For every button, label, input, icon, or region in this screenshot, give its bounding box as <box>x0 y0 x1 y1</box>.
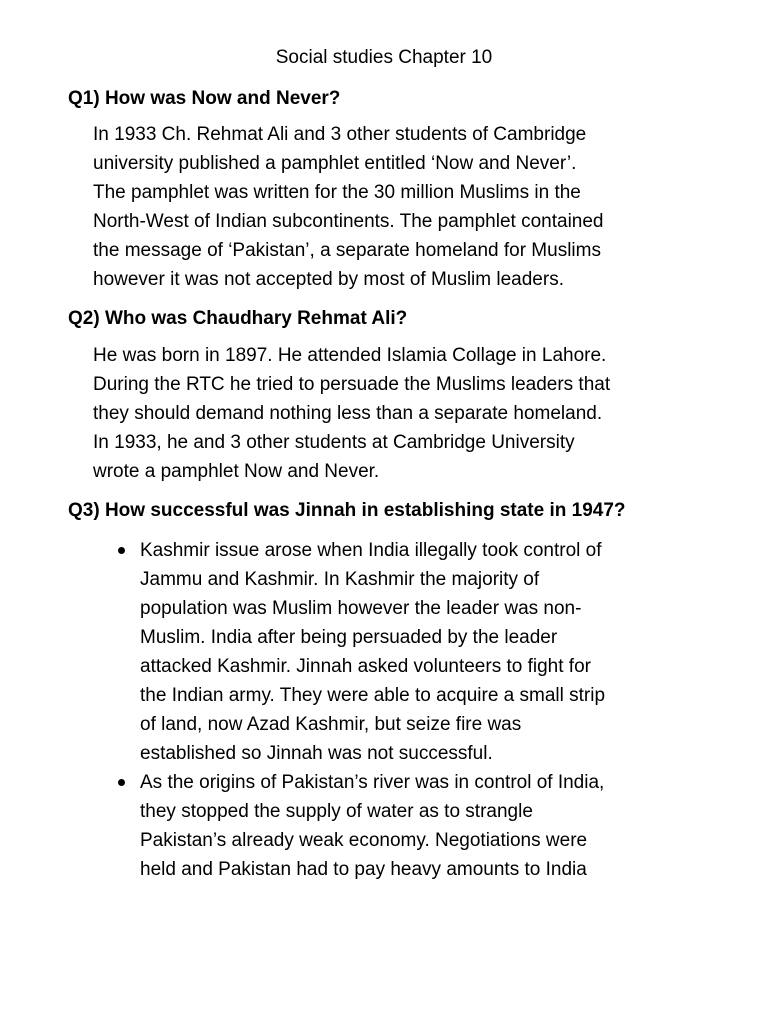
bullet-line: Kashmir issue arose when India illegally took control of <box>140 540 602 561</box>
answer-line: the message of ‘Pakistan’, a separate homeland for Muslims <box>93 240 601 261</box>
bullet-item <box>118 768 718 884</box>
question-3-heading: Q3) How successful was Jinnah in establishing state in 1947? <box>68 500 626 521</box>
bullet-line: As the origins of Pakistan’s river was in control of India, <box>140 772 605 793</box>
bullet-item <box>118 536 718 768</box>
answer-line: In 1933, he and 3 other students at Cambridge University <box>93 432 575 453</box>
bullet-line: Pakistan’s already weak economy. Negotiations were <box>140 830 588 851</box>
answer-line: During the RTC he tried to persuade the Muslims leaders that <box>93 374 611 395</box>
answer-line: university published a pamphlet entitled ‘Now and Never’. <box>93 153 577 174</box>
answer-line: however it was not accepted by most of Muslim leaders. <box>93 269 564 290</box>
answer-line: North-West of Indian subcontinents. The pamphlet contained <box>93 211 604 232</box>
bullet-line: Jammu and Kashmir. In Kashmir the majority of <box>140 569 540 590</box>
bullet-line: the Indian army. They were able to acquire a small strip <box>140 685 606 706</box>
answer-line: wrote a pamphlet Now and Never. <box>93 461 380 482</box>
bullet-line: attacked Kashmir. Jinnah asked volunteers to fight for <box>140 656 591 677</box>
answer-line: they should demand nothing less than a separate homeland. <box>93 403 603 424</box>
bullet-icon <box>118 547 125 554</box>
question-1-answer <box>93 120 693 294</box>
bullet-line: population was Muslim however the leader was non- <box>140 598 582 619</box>
bullet-line: they stopped the supply of water as to strangle <box>140 801 533 822</box>
bullet-line: held and Pakistan had to pay heavy amounts to India <box>140 859 587 880</box>
question-2-heading: Q2) Who was Chaudhary Rehmat Ali? <box>68 308 408 329</box>
answer-line: The pamphlet was written for the 30 million Muslims in the <box>93 182 581 203</box>
document-title: Social studies Chapter 10 <box>275 47 493 68</box>
bullet-icon <box>118 779 125 786</box>
answer-line: He was born in 1897. He attended Islamia Collage in Lahore. <box>93 345 607 366</box>
question-2-answer <box>93 341 693 486</box>
bullet-line: established so Jinnah was not successful. <box>140 743 493 764</box>
question-3-bullet-list <box>118 536 718 884</box>
bullet-line: Muslim. India after being persuaded by the leader <box>140 627 558 648</box>
answer-line: In 1933 Ch. Rehmat Ali and 3 other students of Cambridge <box>93 124 587 145</box>
bullet-line: of land, now Azad Kashmir, but seize fire was <box>140 714 522 735</box>
question-1-heading: Q1) How was Now and Never? <box>68 88 341 109</box>
